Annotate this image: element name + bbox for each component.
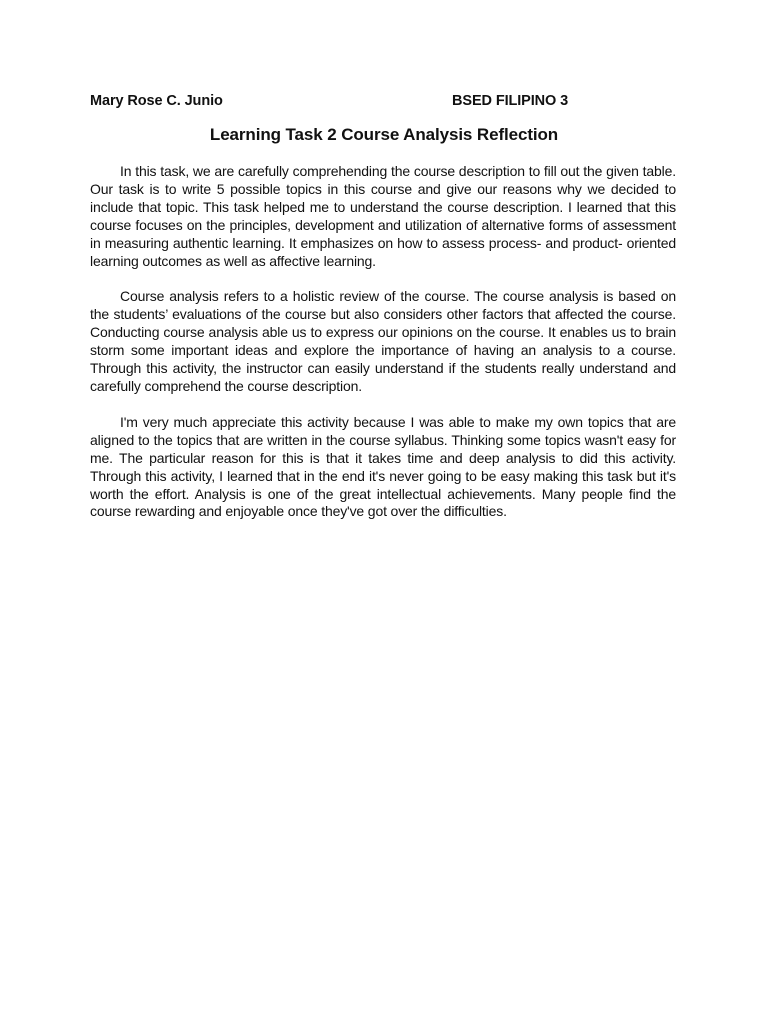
document-body: [90, 163, 676, 539]
program-label: BSED FILIPINO 3: [452, 93, 569, 109]
document-title: Learning Task 2 Course Analysis Reflection: [209, 125, 559, 144]
paragraph: I'm very much appreciate this activity because I was able to make my own topics that are aligned to the topics that are written in the course syllabus. Thinking some topics wasn't easy for me. The particular reason for this is that it takes time and deep analysis to did this activity. Through this activity, I learned that in the end it's never going to be easy making this task but it's worth the effort. Analysis is one of the great intellectual achievements. Many people find the course rewarding and enjoyable once they've got over the difficulties.: [90, 413, 676, 520]
paragraph: In this task, we are carefully comprehending the course description to fill out the given table. Our task is to write 5 possible topics in this course and give our reasons why we decided to include that topic. This task helped me to understand the course description. I learned that this course focuses on the principles, development and utilization of alternative forms of assessment in measuring authentic learning. It emphasizes on how to assess process- and product- oriented learning outcomes as well as affective learning.: [90, 163, 676, 269]
paragraph: Course analysis refers to a holistic review of the course. The course analysis is based on the students’ evaluations of the course but also considers other factors that affected the course. Conducting course analysis able us to express our opinions on the course. It enables us to brain storm some important ideas and explore the importance of having an analysis to a course. Through this activity, the instructor can easily understand if the students really understand and carefully comprehend the course description.: [90, 288, 676, 394]
author-name: Mary Rose C. Junio: [90, 93, 223, 109]
document-header: [90, 93, 680, 113]
